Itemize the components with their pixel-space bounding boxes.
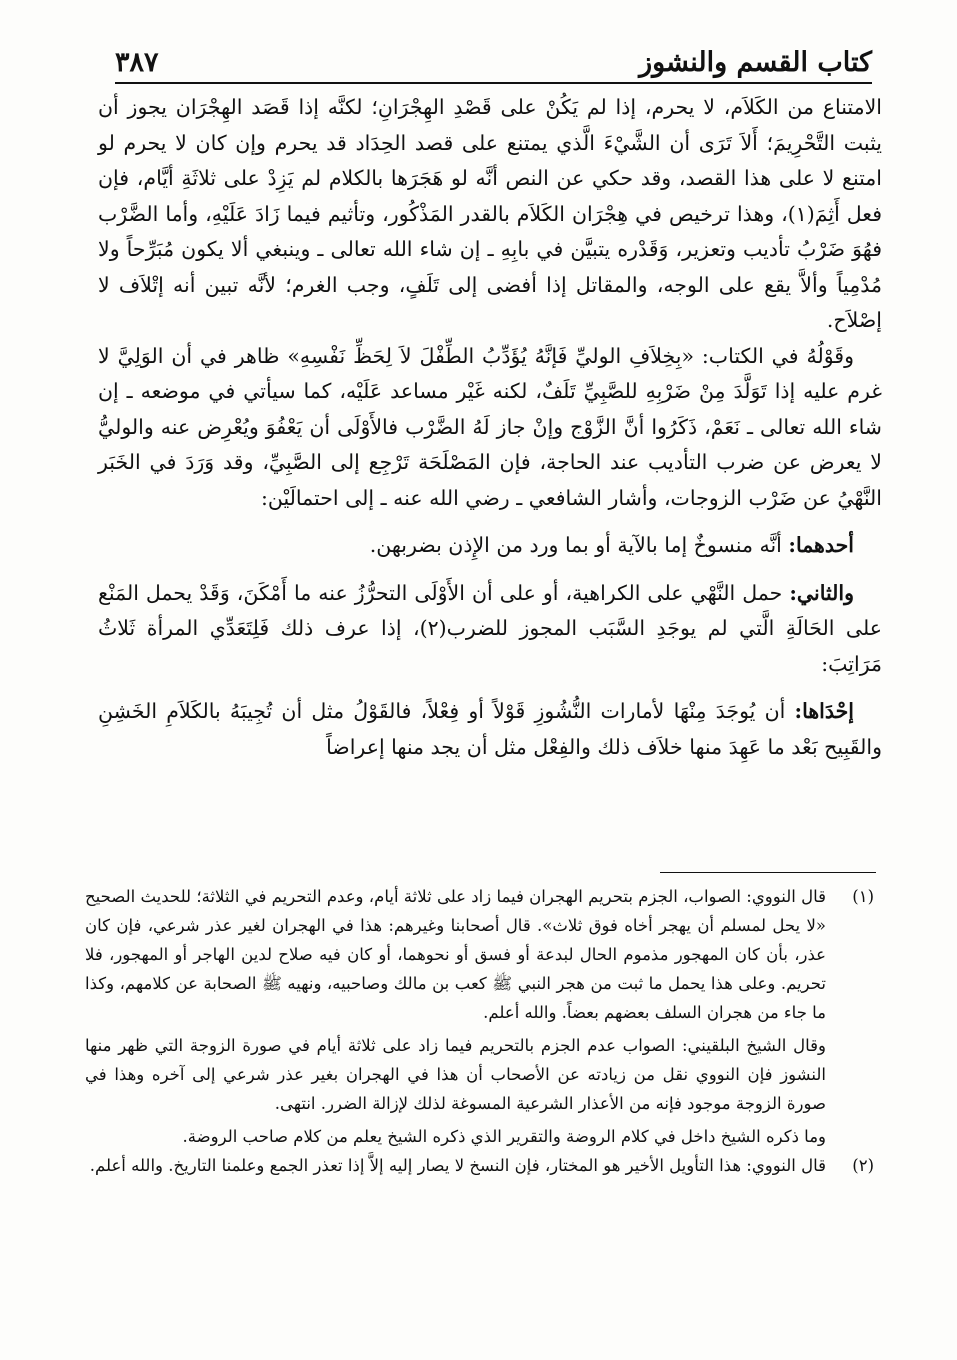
paragraph-4 (98, 576, 882, 683)
main-text (98, 90, 882, 765)
paragraph-2: وقَوْلُهُ في الكتاب: «بِخِلاَفِ الوليِّ فَإنَّهُ يُؤَدِّبُ الطِّفْلَ لاَ لِحَظِّ نَفْسِهِ» ظاهر في أن الوَلِيَّ لا غرم عليه إذا تَوَلَّدَ مِنْ ضَرْبِهِ للصَّبِيِّ تَلَفٌ، لكنه غَيْر مساعد عَلَيْه، كما سيأتي في موضعه ـ إن شاء الله تعالى ـ نَعَمْ، ذَكَرُوا أنَّ الزَّوْج وإنْ جاز لَهُ الضَّرْب فالأَوْلَى أن يَعْفُوَ ويُعْرِض عنه والوليُّ لا يعرض عن ضرب التأديب عند الحاجة، فإن المَصْلَحَة تَرْجِع إلى الصَّبِيِّ، وقد وَرَدَ في الخَبَر النَّهْيُ عن ضَرْب الزوجات، وأشار الشافعي ـ رضي الله عنه ـ إلى احتمالَيْن: (98, 343, 882, 510)
footnote-2 (85, 1151, 874, 1180)
footnote-2-number: (٢) (852, 1156, 874, 1175)
paragraph-3 (98, 528, 882, 564)
footnote-separator (660, 872, 876, 873)
running-title: كتاب القسم والنشوز (639, 47, 872, 78)
footnotes (85, 882, 874, 1180)
paragraph-4-lead: والثاني: (789, 580, 854, 605)
paragraph-5 (98, 694, 882, 765)
footnote-1 (85, 882, 874, 1151)
paragraph-5-text: أن يُوجَدَ مِنْهَا لأمارات النُّشُوزِ قَوْلاً أو فِعْلاً، فالقَوْلُ مثل أن تُجِيبَهُ بالكَلاَمِ الخَشِنِ والقَبِيح بَعْد ما عَهِدَ منها خلاَف ذلك والفِعْل مثل أن يجد منها إعراضاً (98, 699, 882, 759)
page-header (115, 38, 872, 84)
footnote-1-para-1: قال النووي: الصواب، الجزم بتحريم الهجران فيما زاد على ثلاثة أيام، وعدم التحريم في الثلاثة؛ للحديث الصحيح «لا يحل لمسلم أن يهجر أخاه فوق ثلاث». قال أصحابنا وغيرهم: هذا في الهجران لغير عذر شرعي، فإن كان عذر، بأن كان المهجور مذموم الحال لبدعة أو فسق أو نحوهما، أو كان فيه صلاح لدين الهاجر أو المهجور، فلا تحريم. وعلى هذا يحمل ما ثبت من هجر النبي ﷺ كعب بن مالك وصاحبيه، ونهيه ﷺ الصحابة عن كلامهم، وكذا ما جاء من هجران السلف بعضهم بعضاً. والله أعلم. (85, 887, 826, 1022)
footnote-1-para-2: وقال الشيخ البلقيني: الصواب عدم الجزم بالتحريم فيما زاد على ثلاثة أيام في صورة الزوجة التي ظهر منها النشوز فإن النووي نقل من زيادته عن الأصحاب أن هذا في الهجران بغير عذر شرعي إلى آخره وهذا في صورة الزوجة موجود فإنه من الأعذار الشرعية المسوغة لذلك لإزالة الضرر. انتهى. (85, 1036, 826, 1113)
footnote-1-number: (١) (852, 887, 874, 906)
paragraph-5-lead: إحْدَاها: (794, 699, 854, 723)
paragraph-4-text: حمل النَّهْي على الكراهية، أو على أن الأَوْلَى التحرُّزُ عنه ما أَمْكَنَ، وَقَدْ يحمل المَنْع على الحَالَةِ الَّتي لم يوجَدِ السَّبَب المجوز للضرب(٢)، إذا عرف ذلك فَلِتَعَدِّي المرأة ثَلاثُ مَرَاتِبَ: (98, 580, 882, 676)
footnote-2-text (85, 1151, 826, 1180)
paragraph-1: الامتناع من الكَلاَم، لا يحرم، إذا لم يَكُنْ على قَصْدِ الهِجْرَانِ؛ لكنَّه إذا قَصَد الهِجْرَان يجوز أن يثبت التَّحْرِيمَ؛ أَلاَ تَرَى أن الشَّيْءَ الَّذي يمتنع على قصد الحِدَاد قد يحرم وإن كان لا يحرم لو امتنع لا على هذا القصد، وقد حكي عن النص أنَّه لو هَجَرَها بالكلام لم يَزِدْ على ثلاثَةِ أيَّام، فإن فعل أَثِمَ(١)، وهذا ترخيص في هِجْرَان الكَلاَم بالقدر المَذْكُور، وتأثيم فيما زَادَ عَلَيْهِ، وأما الضَّرْب فهُوَ ضَرْبُ تأديب وتعزير، وَقَدْره يتبيَّن في بابِهِ ـ إن شاء الله تعالى ـ وينبغي ألا يكون مُبَرِّحاً ولا مُدْمِياً وألاَّ يقع على الوجه، والمقاتل إذا أفضى إلى تَلَفٍ، وجب الغرم؛ لأنَّه تبين أنه إتْلاَف لا إصْلاَح. (98, 95, 882, 332)
footnote-1-para-3: وما ذكره الشيخ داخل في كلام الروضة والتقرير الذي ذكره الشيخ يعلم من كلام صاحب الروضة. (182, 1127, 826, 1146)
footnote-2-para-1: قال النووي: هذا التأويل الأخير هو المختار، فإن النسخ لا يصار إليه إلاَّ إذا تعذر الجمع وعلمنا التاريخ. والله أعلم. (89, 1156, 826, 1175)
paragraph-3-lead: أحدهما: (788, 533, 854, 557)
page-number: ٣٨٧ (115, 47, 159, 78)
footnote-1-text (85, 882, 826, 1151)
paragraph-3-text: أنَّه منسوخٌ إما بالآية أو بما ورد من الإِذن بضربهن. (369, 533, 782, 557)
